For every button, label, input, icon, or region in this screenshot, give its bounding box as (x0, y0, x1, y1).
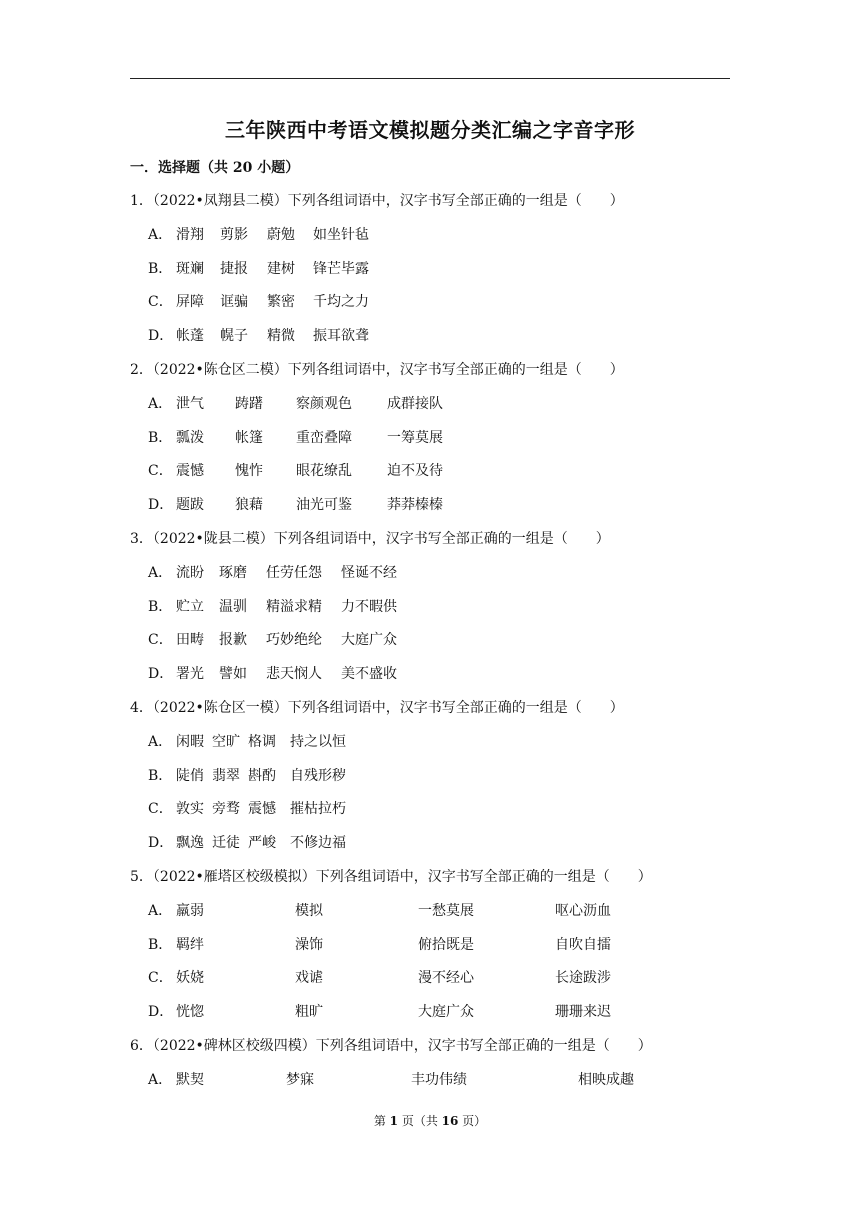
option-label: A． (148, 902, 173, 919)
option-word: 题跋 (176, 497, 204, 514)
option-word: 漫不经心 (418, 970, 474, 987)
option-word: 震憾 (176, 463, 204, 480)
option-word: 澡饰 (295, 936, 323, 953)
option-word: 呕心沥血 (555, 902, 611, 919)
option-word: 迫不及待 (387, 463, 443, 480)
option-word: 持之以恒 (290, 733, 346, 750)
option-label: A． (148, 226, 173, 243)
option-row (148, 562, 748, 582)
option-word: 幌子 (220, 328, 248, 345)
question-stem: 2．（2022•陈仓区二模）下列各组词语中，汉字书写全部正确的一组是（ ） (130, 362, 624, 378)
option-word: 捷报 (220, 260, 248, 277)
option-row (148, 934, 748, 954)
option-word: 狼藉 (235, 497, 263, 514)
option-row (148, 427, 748, 447)
option-word: 俯拾既是 (418, 936, 474, 953)
option-word: 悲天悯人 (266, 666, 322, 683)
option-word: 莽莽榛榛 (387, 497, 443, 514)
option-word: 譬如 (219, 666, 247, 683)
question-stem: 5．（2022•雁塔区校级模拟）下列各组词语中，汉字书写全部正确的一组是（ ） (130, 869, 652, 885)
option-word: 流盼 (176, 564, 204, 581)
option-word: 蔚勉 (267, 226, 295, 243)
option-label: B． (148, 429, 173, 446)
option-word: 繁密 (267, 294, 295, 311)
option-row (148, 967, 748, 987)
option-word: 珊珊来迟 (555, 1004, 611, 1021)
option-word: 迁徒 (212, 835, 240, 852)
option-word: 闲暇 (176, 733, 204, 750)
option-word: 踌躇 (235, 395, 263, 412)
option-word: 任劳任怨 (266, 564, 322, 581)
option-label: D． (148, 1004, 174, 1021)
option-row (148, 798, 748, 818)
option-label: C． (148, 970, 173, 987)
page-title: 三年陕西中考语文模拟题分类汇编之字音字形 (225, 118, 635, 142)
option-word: 模拟 (295, 902, 323, 919)
option-word: 斟酌 (248, 767, 276, 784)
option-word: 丰功伟绩 (411, 1071, 467, 1088)
option-word: 自吹自擂 (555, 936, 611, 953)
option-label: C． (148, 294, 173, 311)
section-heading: 一．选择题（共 20 小题） (130, 160, 300, 176)
option-word: 眼花缭乱 (296, 463, 352, 480)
option-word: 羁绊 (176, 936, 204, 953)
header-rule (130, 78, 730, 79)
option-row (148, 663, 748, 683)
option-row (148, 258, 748, 278)
option-word: 剪影 (220, 226, 248, 243)
option-row (148, 765, 748, 785)
option-row (148, 494, 748, 514)
option-row (148, 460, 748, 480)
option-word: 察颜观色 (296, 395, 352, 412)
option-label: A． (148, 395, 173, 412)
option-row (148, 1001, 748, 1021)
option-word: 精微 (267, 328, 295, 345)
option-word: 帐蓬 (176, 328, 204, 345)
option-word: 建树 (267, 260, 295, 277)
option-row (148, 900, 748, 920)
option-row (148, 393, 748, 413)
option-word: 美不盛收 (341, 666, 397, 683)
option-word: 成群接队 (387, 395, 443, 412)
option-word: 震憾 (248, 801, 276, 818)
option-word: 帐篷 (235, 429, 263, 446)
option-label: A． (148, 733, 173, 750)
option-word: 精溢求精 (266, 598, 322, 615)
option-word: 诓骗 (220, 294, 248, 311)
option-row (148, 596, 748, 616)
option-label: D． (148, 328, 174, 345)
option-word: 旁骛 (212, 801, 240, 818)
question-stem: 4．（2022•陈仓区一模）下列各组词语中，汉字书写全部正确的一组是（ ） (130, 700, 624, 716)
option-word: 相映成趣 (578, 1071, 634, 1088)
option-label: B． (148, 598, 173, 615)
option-word: 重峦叠障 (296, 429, 352, 446)
footer-middle: 页（共 (398, 1114, 442, 1128)
option-word: 自残形秽 (290, 767, 346, 784)
footer-page-total: 16 (441, 1114, 459, 1128)
option-word: 粗旷 (295, 1004, 323, 1021)
option-word: 怪诞不经 (341, 564, 397, 581)
option-row (148, 1069, 748, 1089)
option-word: 巧妙绝纶 (266, 632, 322, 649)
option-word: 严峻 (248, 835, 276, 852)
option-word: 田畴 (176, 632, 204, 649)
option-word: 千均之力 (313, 294, 369, 311)
footer-page-number: 1 (389, 1114, 398, 1128)
option-word: 锋芒毕露 (313, 260, 369, 277)
option-row (148, 832, 748, 852)
option-word: 斑斓 (176, 260, 204, 277)
option-label: B． (148, 260, 173, 277)
option-word: 大庭广众 (341, 632, 397, 649)
option-row (148, 291, 748, 311)
option-word: 长途跋涉 (555, 970, 611, 987)
option-word: 翡翠 (212, 767, 240, 784)
option-word: 一筹莫展 (387, 429, 443, 446)
footer-prefix: 第 (373, 1114, 390, 1128)
question-stem: 1．（2022•凤翔县二模）下列各组词语中，汉字书写全部正确的一组是（ ） (130, 193, 624, 209)
page-footer (0, 1112, 860, 1129)
option-word: 一愁莫展 (418, 902, 474, 919)
option-label: D． (148, 497, 174, 514)
option-word: 屏障 (176, 294, 204, 311)
option-label: A． (148, 564, 173, 581)
option-label: C． (148, 801, 173, 818)
option-row (148, 325, 748, 345)
option-word: 报歉 (219, 632, 247, 649)
option-word: 瓢泼 (176, 429, 204, 446)
option-word: 陡俏 (176, 767, 204, 784)
option-label: B． (148, 936, 173, 953)
footer-suffix: 页） (458, 1114, 487, 1128)
option-word: 油光可鉴 (296, 497, 352, 514)
option-word: 敦实 (176, 801, 204, 818)
option-label: A． (148, 1071, 173, 1088)
option-word: 摧枯拉朽 (290, 801, 346, 818)
option-word: 羸弱 (176, 902, 204, 919)
option-word: 空旷 (212, 733, 240, 750)
option-word: 贮立 (176, 598, 204, 615)
option-word: 格调 (248, 733, 276, 750)
option-word: 飘逸 (176, 835, 204, 852)
option-word: 温驯 (219, 598, 247, 615)
option-word: 默契 (176, 1071, 204, 1088)
option-label: D． (148, 835, 174, 852)
option-row (148, 629, 748, 649)
option-word: 力不暇供 (341, 598, 397, 615)
question-stem: 6．（2022•碑林区校级四模）下列各组词语中，汉字书写全部正确的一组是（ ） (130, 1038, 652, 1054)
option-word: 振耳欲聋 (313, 328, 369, 345)
option-word: 琢磨 (219, 564, 247, 581)
question-stem: 3．（2022•陇县二模）下列各组词语中，汉字书写全部正确的一组是（ ） (130, 531, 610, 547)
option-row (148, 224, 748, 244)
option-label: C． (148, 632, 173, 649)
option-word: 泄气 (176, 395, 204, 412)
option-label: C． (148, 463, 173, 480)
option-label: B． (148, 767, 173, 784)
option-row (148, 731, 748, 751)
option-word: 恍惚 (176, 1004, 204, 1021)
option-word: 不修边福 (290, 835, 346, 852)
option-word: 梦寐 (286, 1071, 314, 1088)
option-word: 署光 (176, 666, 204, 683)
option-word: 愧怍 (235, 463, 263, 480)
option-word: 滑翔 (176, 226, 204, 243)
option-label: D． (148, 666, 174, 683)
option-word: 妖娆 (176, 970, 204, 987)
option-word: 如坐针毡 (313, 226, 369, 243)
option-word: 大庭广众 (418, 1004, 474, 1021)
option-word: 戏谑 (295, 970, 323, 987)
